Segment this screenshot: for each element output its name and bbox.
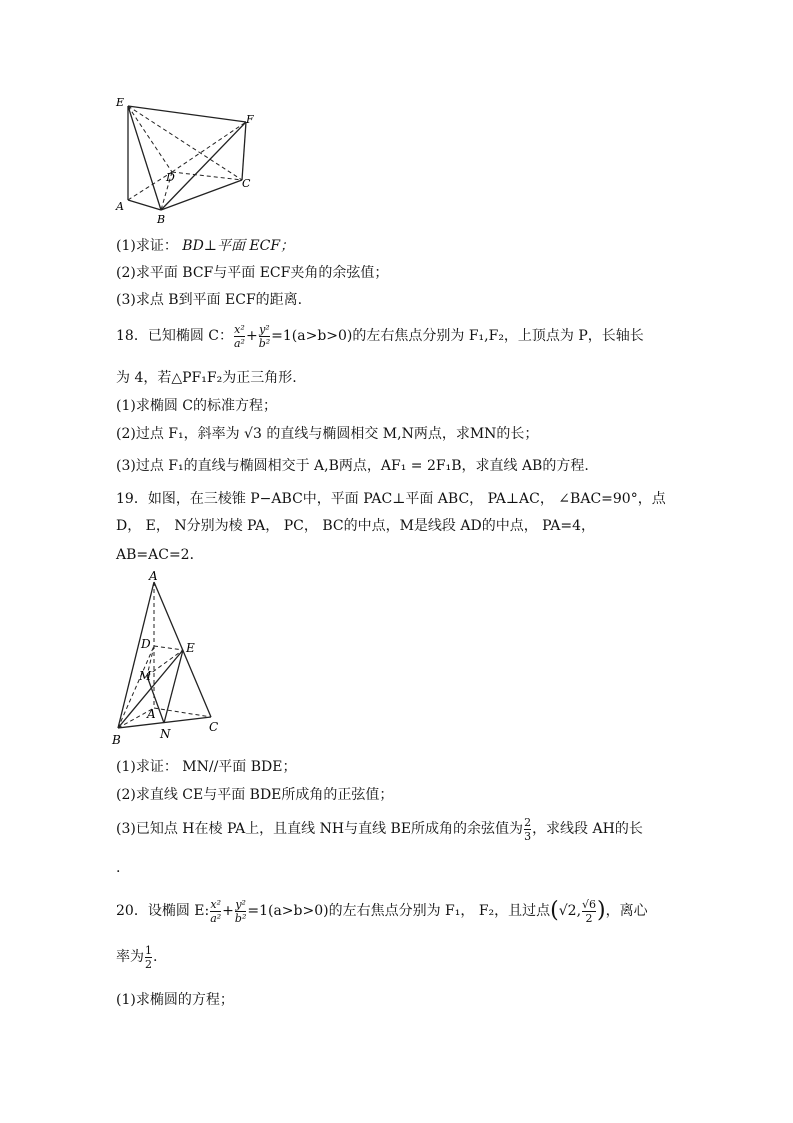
label-B: B: [112, 733, 121, 747]
q19-line3: AB=AC=2．: [116, 547, 204, 563]
q17-part1-text: (1)求证：: [116, 238, 178, 254]
q18-frac-y-num: y²: [259, 322, 270, 336]
q20-point-close: ): [597, 898, 606, 923]
q19-part1: (1)求证： MN//平面 BDE；: [116, 759, 297, 775]
q19-line2: D， E， N分别为棱 PA， PC， BC的中点，M是线段 AD的中点， PA=4，: [116, 518, 596, 534]
label-A-mid: A: [147, 707, 156, 721]
q20-line1-end: ，离心: [605, 903, 648, 919]
q20-frac-y-num: y²: [235, 897, 246, 911]
q18-line1-rest: =1(a>b>0)的左右焦点分别为 F₁,F₂，上顶点为 P，长轴长: [271, 328, 644, 344]
q20-point-num: √6: [582, 897, 597, 911]
q18-part3: (3)过点 F₁的直线与椭圆相交于 A,B两点，AF₁ = 2F₁B，求直线 AB的方程.: [116, 458, 589, 474]
q20-line2-text: 率为: [116, 949, 144, 965]
label-C: C: [209, 720, 219, 734]
q20-plus: +: [222, 903, 234, 919]
q18-part1: (1)求椭圆 C的标准方程；: [116, 398, 277, 414]
label-D: D: [141, 637, 151, 651]
q20-line1-rest: =1(a>b>0)的左右焦点分别为 F₁， F₂，且过点: [247, 903, 551, 919]
q18-frac-x-num: x²: [234, 322, 245, 336]
q20-frac-x-num: x²: [210, 897, 221, 911]
q20-point-frac: [582, 898, 596, 925]
label-E: E: [116, 96, 125, 109]
q20-point: (: [550, 898, 559, 923]
q20-line1: [116, 893, 648, 929]
figure-prism: [108, 92, 268, 227]
q18-lead: 18．已知椭圆 C：: [116, 328, 233, 344]
q18-frac-x: [234, 323, 245, 350]
label-C: C: [242, 177, 251, 190]
q20-point-a: √2,: [558, 903, 582, 919]
q19-frac: [524, 816, 531, 843]
q20-frac-y-den: b²: [234, 911, 247, 925]
figure-pyramid: [108, 568, 238, 748]
q19-part2: (2)求直线 CE与平面 BDE所成角的正弦值；: [116, 787, 394, 803]
q20-line2-end: .: [153, 949, 158, 965]
q19-part3-end: .: [116, 860, 121, 876]
q19-part3-rest: ，求线段 AH的长: [532, 821, 643, 837]
q17-part1-math: BD⊥平面 ECF；: [182, 238, 295, 254]
q19-line1: 19．如图，在三棱锥 P−ABC中，平面 PAC⊥平面 ABC， PA⊥AC， ∠BAC=90°，点: [116, 491, 666, 507]
q18-part2: (2)过点 F₁，斜率为 √3 的直线与椭圆相交 M,N两点，求MN的长；: [116, 426, 539, 442]
label-E: E: [186, 641, 195, 655]
q20-ecc-num: 1: [145, 943, 152, 957]
q20-frac-x-den: a²: [210, 911, 222, 925]
q20-point-den: 2: [582, 911, 596, 925]
label-N: N: [160, 727, 171, 741]
q20-part1: (1)求椭圆的方程；: [116, 992, 234, 1008]
label-D: D: [166, 171, 175, 184]
label-M: M: [139, 669, 152, 683]
q19-part3: [116, 812, 643, 846]
q19-frac-den: 3: [524, 829, 532, 843]
q18-frac-x-den: a²: [233, 336, 245, 350]
q18-plus: +: [245, 328, 258, 344]
q20-frac-y: [235, 898, 246, 925]
q20-frac-x: [210, 898, 221, 925]
q17-part1: [116, 236, 294, 256]
q20-lead: 20．设椭圆 E:: [116, 903, 210, 919]
q18-line1: [116, 320, 644, 352]
q18-frac-y-den: b²: [258, 336, 271, 350]
q19-part3-text: (3)已知点 H在棱 PA上，且直线 NH与直线 BE所成角的余弦值为: [116, 821, 524, 837]
q20-line2: [116, 940, 157, 974]
q17-part3: (3)求点 B到平面 ECF的距离.: [116, 292, 303, 308]
label-A: A: [116, 200, 124, 213]
q19-frac-num: 2: [524, 815, 532, 829]
q17-part2: (2)求平面 BCF与平面 ECF夹角的余弦值；: [116, 265, 389, 281]
q20-ecc-frac: [145, 944, 152, 971]
q20-ecc-den: 2: [145, 957, 152, 971]
label-A-top: A: [149, 569, 158, 583]
label-B: B: [157, 213, 166, 226]
q18-line2: 为 4，若△PF₁F₂为正三角形.: [116, 370, 297, 386]
label-F: F: [246, 113, 254, 126]
q18-frac-y: [259, 323, 270, 350]
